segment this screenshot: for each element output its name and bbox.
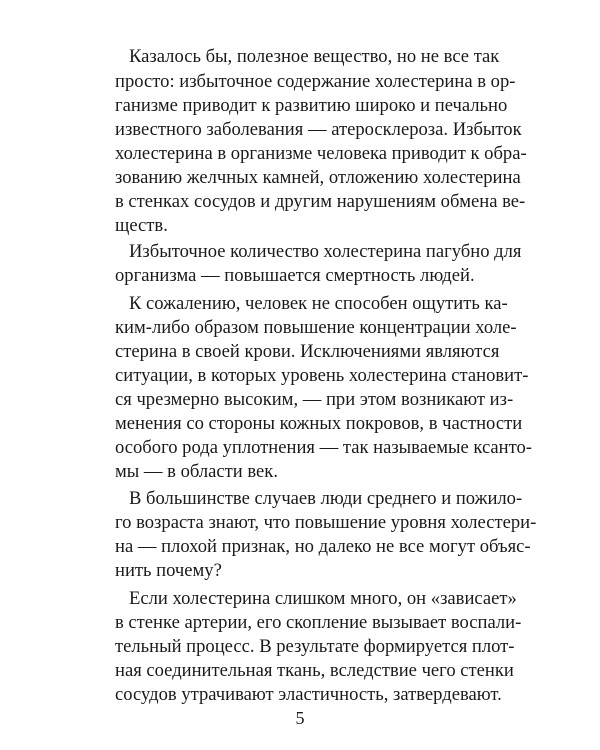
- text-line: на — плохой признак, но далеко не все могут объяс-: [115, 536, 531, 557]
- text-line: К сожалению, человек не способен ощутить ка-: [129, 293, 508, 314]
- text-line: го возраста знают, что повышение уровня холестери-: [115, 512, 537, 533]
- text-line: ная соединительная ткань, вследствие чего стенки: [115, 660, 514, 681]
- text-line: нить почему?: [115, 560, 222, 581]
- text-line: холестерина в организме человека приводит к обра-: [115, 143, 527, 164]
- text-line: известного заболевания — атеросклероза. Избыток: [115, 119, 522, 140]
- text-line: особого рода уплотнения — так называемые ксанто-: [115, 437, 532, 458]
- text-line: мы — в области век.: [115, 461, 278, 482]
- text-line: тельный процесс. В результате формируется плот-: [115, 636, 515, 657]
- text-line: ким-либо образом повышение концентрации холе-: [115, 317, 517, 338]
- text-line: Казалось бы, полезное вещество, но не все так: [129, 46, 500, 67]
- text-line: ся чрезмерно высоким, — при этом возникают из-: [115, 389, 514, 410]
- text-line: сосудов утрачивают эластичность, затвердевают.: [115, 684, 502, 705]
- text-line: ществ.: [115, 215, 168, 236]
- text-line: организма — повышается смертность людей.: [115, 265, 475, 286]
- text-line: ситуации, в которых уровень холестерина становит-: [115, 365, 529, 386]
- text-line: В большинстве случаев люди среднего и пожило-: [129, 488, 523, 509]
- text-line: менения со стороны кожных покровов, в частности: [115, 413, 523, 434]
- text-line: просто: избыточное содержание холестерина в ор-: [115, 71, 516, 92]
- page-number: 5: [295, 708, 305, 728]
- text-line: в стенке артерии, его скопление вызывает воспали-: [115, 612, 522, 633]
- text-line: Если холестерина слишком много, он «зависает»: [129, 588, 517, 609]
- text-line: Избыточное количество холестерина пагубно для: [129, 241, 522, 262]
- text-line: в стенках сосудов и другим нарушениям обмена ве-: [115, 191, 526, 212]
- text-line: стерина в своей крови. Исключениями являются: [115, 341, 500, 362]
- text-line: ганизме приводит к развитию широко и печально: [115, 95, 508, 116]
- text-line: зованию желчных камней, отложению холестерина: [115, 167, 521, 188]
